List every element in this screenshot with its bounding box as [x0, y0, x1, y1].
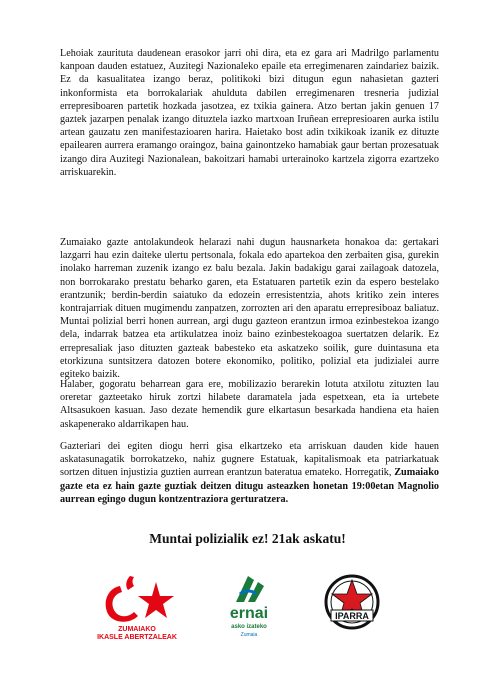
paragraph-4: [60, 440, 439, 506]
iparra-logo: [322, 572, 382, 647]
logo1-line1: ZUMAIAKO: [118, 626, 156, 633]
paragraph-2: Zumaiako gazte antolakundeok helarazi nahi dugun hausnarketa honakoa da: gertakari lazgarri hau ezin daiteke ulertu pertsonala, fokala edo apartekoa den zerbaiten gisa, gurekin inolako harreman zuzenik izango ez balu bezala. Jakin badakigu garai zailagoak datozela, non borrokarako prestatu beharko garen, eta Estatuaren partetik ezin da espero bestelako erantzunik; berdin-berdin saiatuko da edozein erresistentzia, ahots kritiko zein interes kontrajarriak dituen mugimendu zanpatzen, zorrozten ari den aparatu errepresiboaz baliatuz. Muntai polizial berri honen aurrean, argi dugu gazteon erantzun irmoa ezinbestekoa izango dela, indarrak batzea eta artikulatzea inoiz baino ezinbestekoagoa suertatzen delarik. Ez errepresaliak jaso dituzten gazteak babesteko eta askatzeko soilik, gure duintasuna eta etorkizuna suntsitzera datozen botere ekonomiko, politiko, polizial eta judizialei aurre egiteko baizik.: [60, 237, 439, 381]
ernai-emblem: [222, 572, 277, 647]
ikasle-abertzaleak-logo: [90, 572, 185, 642]
paragraph-3: Halaber, gogoratu beharrean gara ere, mobilizazio berarekin lotuta atxilotu zituzten lau oreretar gazteetako hiruk zortzi hilabete daramatela jada espetxean, eta ia urtebete Altsasukoen kasuan. Jaso dezate hemendik gure elkartasun besarkada handiena eta haien askapenerako aldarrikapen hau.: [60, 379, 439, 430]
slogan-heading: Muntai polizialik ez! 21ak askatu!: [149, 531, 346, 546]
ernai-logo: [222, 572, 277, 647]
logo2-tagline: asko izateko: [231, 624, 267, 630]
logo3-name: IPARRA: [335, 611, 369, 621]
logo2-sub: Zumaia: [240, 632, 258, 638]
paragraph-1: Lehoiak zaurituta daudenean erasokor jarri ohi dira, eta ez gara ari Madrilgo parlamentu kanpoan dauden estatuez, Auzitegi Nazionaleko epaile eta erregimenaren zaindariez baizik. Ez da kasualitatea izango beraz, politikoki bizi ditugun egun nahasietan gazteri inkonformista eta borrokalariak ahulduta dabilen erregimenaren tresneria judizial errepresiboaren partetik hozkada jasotzea, ez txikia gainera. Atzo bertan jakin genuen 17 gaztek jazarpen penalak izango dituztela iazko martxoan Iruñean errepresioaren aurka istilu artean gauzatu zen manifestazioaren harira. Haietako bost adin txikikoak izanik ez dituzte epailearen aurrera eramango oraingoz, baina gainontzeko hamabiak gaur bertan prozesatuak izango dira Auzitegi Nazionalean, bakoitzari hamabi urterainoko kartzela zigorra ezartzeko arriskuarekin.: [60, 48, 439, 178]
logo1-line2: IKASLE ABERTZALEAK: [97, 634, 177, 641]
ikasle-abertzaleak-emblem: [90, 572, 185, 642]
paragraph-4-text: Gazteriari dei egiten diogu herri gisa elkartzeko eta arriskuan dauden kide hauen askatasunagatik borrokatzeko, nahiz gugnere Estatuak, kapitalismoak eta patriarkatuak sortzen dituen injustizia guztien aurrean erantzun bateratua emateko. Horregatik,: [60, 441, 439, 479]
iparra-emblem: [322, 572, 382, 647]
logo2-name: ernai: [229, 605, 269, 622]
paragraph-4-call-to-action: Zumaiako gazte eta ez hain gazte guztiak deitzen ditugu asteazken honetan 19:00etan Magnolio aurrean egingo dugun kontzentraziora gerturatzera.: [60, 467, 439, 505]
